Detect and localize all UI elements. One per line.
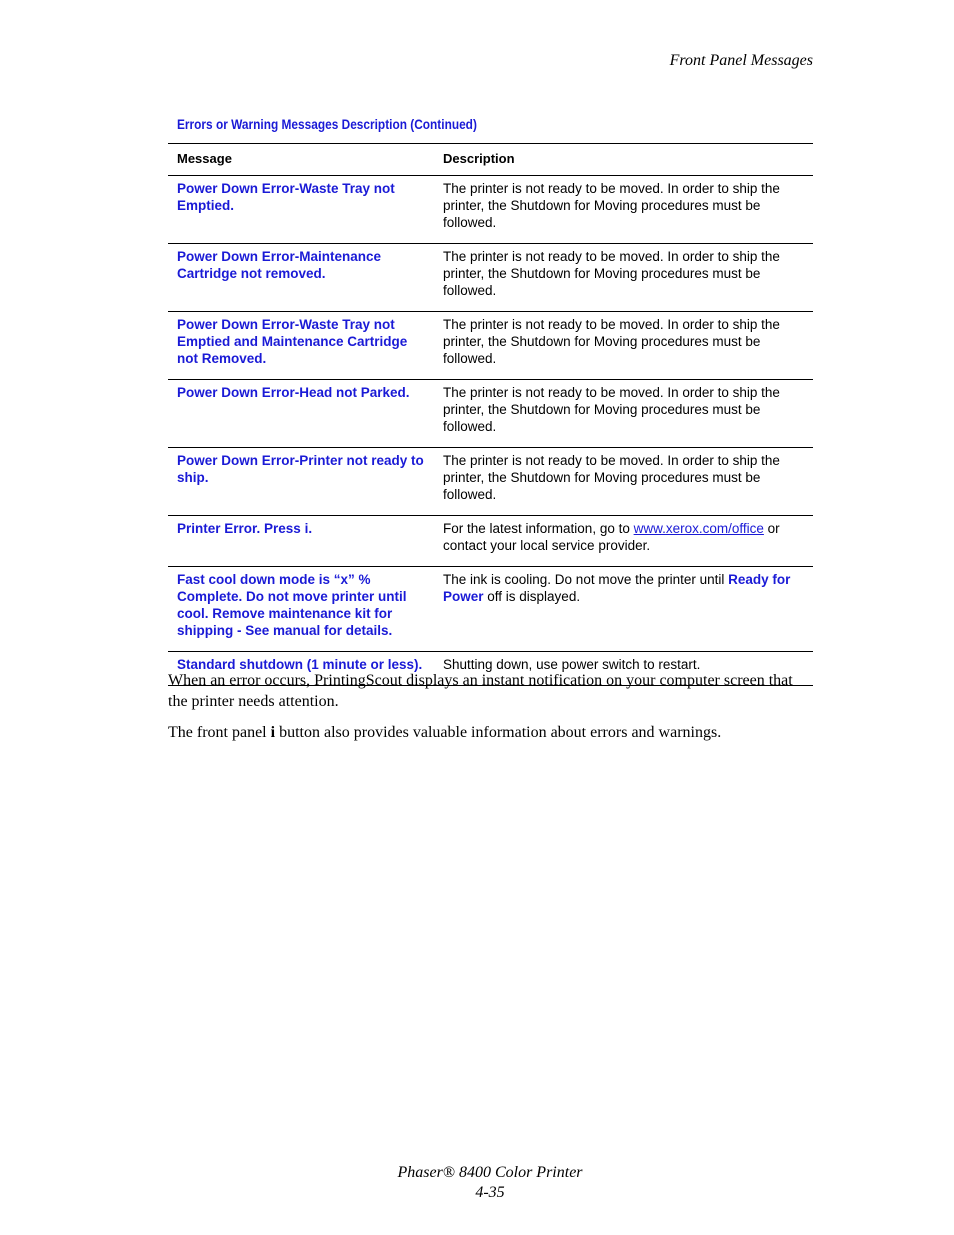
table-header-row (168, 144, 813, 176)
i-button-label: i (270, 724, 276, 741)
table-row (168, 176, 813, 244)
description-cell: The printer is not ready to be moved. In order to ship the printer, the Shutdown for Moving procedures must be followed. (434, 448, 813, 516)
description-cell: Shutting down, use power switch to restart. (434, 652, 813, 686)
description-cell: The printer is not ready to be moved. In order to ship the printer, the Shutdown for Moving procedures must be followed. (434, 244, 813, 312)
footer-page-number: 4-35 (475, 1184, 505, 1201)
ready-for-power-keyword: Ready for Power (443, 572, 791, 604)
description-cell: The printer is not ready to be moved. In order to ship the printer, the Shutdown for Moving procedures must be followed. (434, 312, 813, 380)
description-text: off is displayed. (483, 589, 581, 604)
message-cell: Power Down Error-Waste Tray not Emptied and Maintenance Cartridge not Removed. (168, 312, 434, 380)
footer-product: Phaser® 8400 Color Printer (397, 1164, 583, 1181)
description-cell: The printer is not ready to be moved. In order to ship the printer, the Shutdown for Moving procedures must be followed. (434, 176, 813, 244)
table-row (168, 448, 813, 516)
message-cell: Power Down Error-Waste Tray not Emptied. (168, 176, 434, 244)
message-cell: Printer Error. Press i. (168, 516, 434, 567)
message-cell: Standard shutdown (1 minute or less). (168, 652, 434, 686)
table-row (168, 516, 813, 567)
message-cell: Power Down Error-Printer not ready to ship. (168, 448, 434, 516)
description-cell (434, 567, 813, 652)
description-text: or contact your local service provider. (443, 521, 780, 553)
table-caption: Errors or Warning Messages Description (Continued) (177, 117, 477, 132)
column-header-message: Message (168, 144, 434, 176)
description-text: For the latest information, go to (443, 521, 634, 536)
table-row (168, 567, 813, 652)
paragraph-text: The front panel (168, 724, 271, 741)
description-text: The ink is cooling. Do not move the printer until (443, 572, 729, 587)
paragraph-front-panel (168, 722, 813, 743)
page-header-title: Front Panel Messages (669, 52, 813, 69)
paragraph-text: button also provides valuable information about errors and warnings. (275, 724, 722, 741)
column-header-description: Description (434, 144, 813, 176)
xerox-office-link[interactable]: www.xerox.com/office (633, 521, 764, 536)
table-row (168, 380, 813, 448)
paragraph-printingscout: When an error occurs, PrintingScout displays an instant notification on your computer screen that the printer needs attention. (168, 672, 793, 710)
messages-table (168, 143, 813, 686)
message-cell: Fast cool down mode is “x” % Complete. Do not move printer until cool. Remove maintenance kit for shipping - See manual for details. (168, 567, 434, 652)
table-row (168, 244, 813, 312)
description-cell: The printer is not ready to be moved. In order to ship the printer, the Shutdown for Moving procedures must be followed. (434, 380, 813, 448)
message-cell: Power Down Error-Head not Parked. (168, 380, 434, 448)
message-cell: Power Down Error-Maintenance Cartridge not removed. (168, 244, 434, 312)
description-cell (434, 516, 813, 567)
table-row (168, 312, 813, 380)
